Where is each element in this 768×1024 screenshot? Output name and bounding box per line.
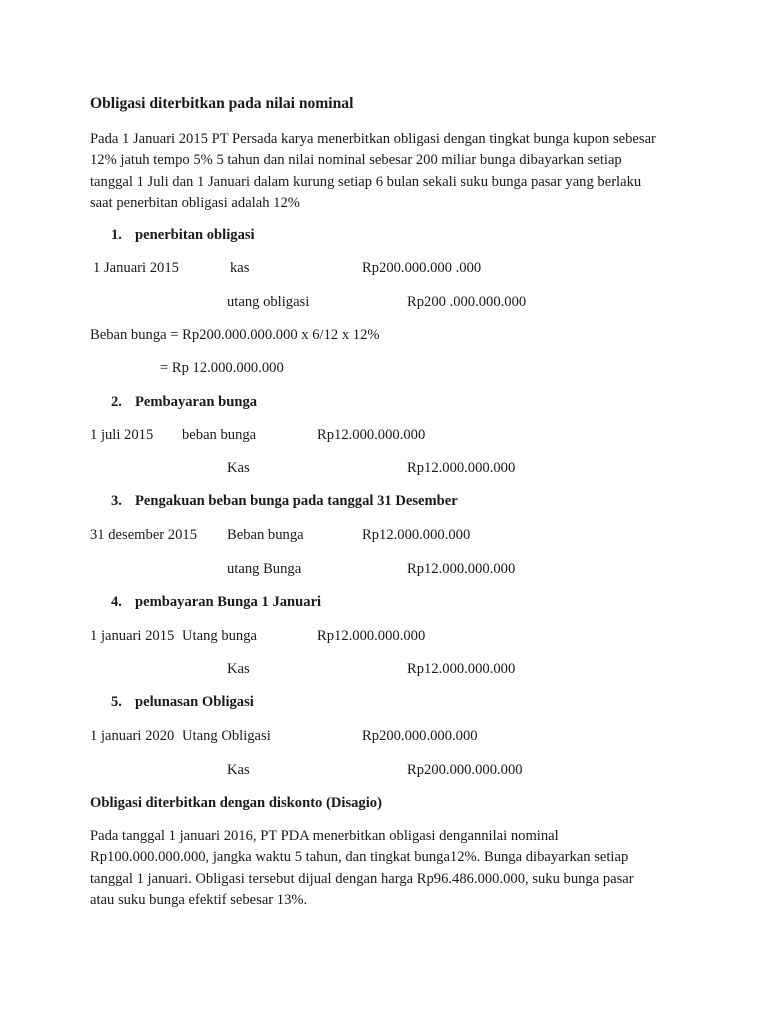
journal-credit-account: utang Bunga: [227, 561, 302, 577]
paragraph-line: Pada tanggal 1 januari 2016, PT PDA menerbitkan obligasi dengannilai nominal: [90, 828, 559, 844]
list-number: 5.: [111, 694, 122, 710]
paragraph-line: tanggal 1 Juli dan 1 Januari dalam kurung setiap 6 bulan sekali suku bunga pasar yang berlaku: [90, 173, 642, 190]
journal-credit-amount: Rp12.000.000.000: [407, 661, 516, 677]
paragraph-line: Rp100.000.000.000, jangka waktu 5 tahun, dan tingkat bunga12%. Bunga dibayarkan setiap: [90, 849, 629, 866]
list-item-title: Pembayaran bunga: [135, 394, 258, 410]
journal-credit-account: Kas: [227, 762, 250, 778]
journal-credit-amount: Rp12.000.000.000: [407, 460, 516, 476]
journal-debit-account: Beban bunga: [227, 527, 304, 543]
journal-debit-account: beban bunga: [182, 427, 257, 443]
journal-credit-amount: Rp200.000.000.000: [407, 762, 523, 778]
intro-paragraph: [90, 826, 690, 911]
paragraph-line: saat penerbitan obligasi adalah 12%: [90, 194, 300, 211]
journal-date: 31 desember 2015: [90, 527, 197, 543]
list-item-title: Pengakuan beban bunga pada tanggal 31 Desember: [135, 493, 458, 509]
journal-credit-amount: Rp12.000.000.000: [407, 561, 516, 577]
intro-paragraph: [90, 129, 690, 214]
journal-debit-amount: Rp12.000.000.000: [317, 628, 426, 644]
calculation-line: Beban bunga = Rp200.000.000.000 x 6/12 x 12%: [90, 327, 380, 343]
journal-credit-account: Kas: [227, 661, 250, 677]
paragraph-line: tanggal 1 januari. Obligasi tersebut dijual dengan harga Rp96.486.000.000, suku bunga pasar: [90, 870, 634, 887]
journal-credit-amount: Rp200 .000.000.000: [407, 294, 527, 310]
journal-debit-account: Utang bunga: [182, 628, 257, 644]
paragraph-line: Pada 1 Januari 2015 PT Persada karya menerbitkan obligasi dengan tingkat bunga kupon sebesar: [90, 131, 656, 147]
journal-date: 1 januari 2020: [90, 728, 175, 744]
paragraph-line: atau suku bunga efektif sebesar 13%.: [90, 891, 308, 908]
journal-credit-account: Kas: [227, 460, 250, 476]
list-number: 3.: [111, 493, 122, 509]
paragraph-line: 12% jatuh tempo 5% 5 tahun dan nilai nominal sebesar 200 miliar bunga dibayarkan setiap: [90, 152, 622, 169]
journal-debit-amount: Rp12.000.000.000: [362, 527, 471, 543]
section-title: Obligasi diterbitkan pada nilai nominal: [90, 95, 354, 112]
list-number: 1.: [111, 227, 122, 243]
journal-debit-account: kas: [230, 260, 250, 276]
list-item-title: pelunasan Obligasi: [135, 694, 254, 710]
journal-date: 1 juli 2015: [90, 427, 154, 443]
journal-credit-account: utang obligasi: [227, 294, 310, 310]
list-number: 2.: [111, 394, 122, 410]
list-item-title: penerbitan obligasi: [135, 227, 255, 243]
journal-debit-amount: Rp200.000.000 .000: [362, 260, 482, 276]
list-number: 4.: [111, 594, 122, 610]
list-item-title: pembayaran Bunga 1 Januari: [135, 594, 322, 610]
journal-debit-amount: Rp12.000.000.000: [317, 427, 426, 443]
calculation-result: = Rp 12.000.000.000: [160, 360, 284, 376]
journal-debit-account: Utang Obligasi: [182, 728, 271, 744]
journal-date: 1 Januari 2015: [93, 260, 179, 276]
journal-debit-amount: Rp200.000.000.000: [362, 728, 478, 744]
section-title: Obligasi diterbitkan dengan diskonto (Disagio): [90, 795, 382, 811]
journal-date: 1 januari 2015: [90, 628, 175, 644]
